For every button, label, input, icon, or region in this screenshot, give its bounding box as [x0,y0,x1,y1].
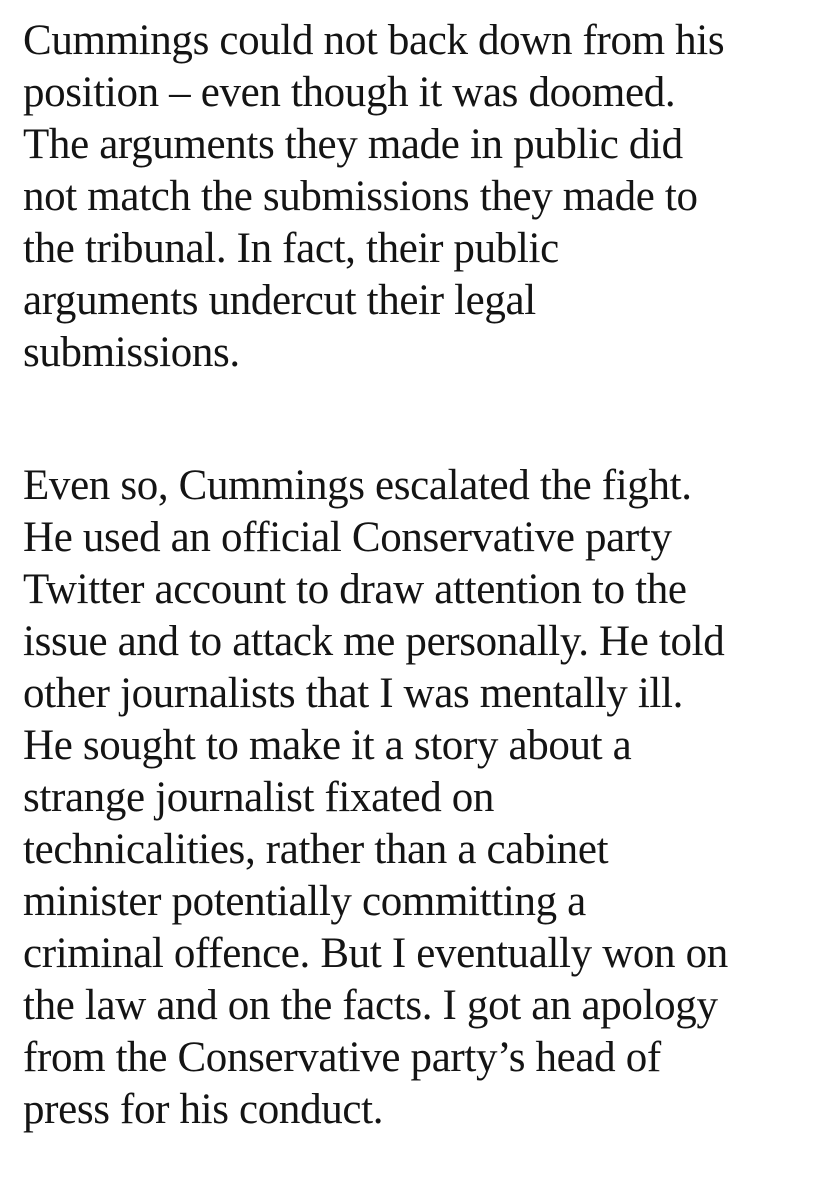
text-line: from the Conservative party’s head of [23,1034,661,1081]
text-line: the tribunal. In fact, their public [23,225,559,272]
text-line: position – even though it was doomed. [23,69,676,116]
paragraph-2 [23,460,728,1136]
text-line: press for his conduct. [23,1086,384,1133]
text-line: minister potentially committing a [23,878,586,925]
text-line: not match the submissions they made to [23,173,698,220]
text-line: strange journalist fixated on [23,774,495,821]
text-line: Cummings could not back down from his [23,17,725,64]
text-line: Even so, Cummings escalated the fight. [23,462,692,509]
text-line: criminal offence. But I eventually won on [23,930,728,977]
text-line: technicalities, rather than a cabinet [23,826,609,873]
text-line: He used an official Conservative party [23,514,672,561]
text-line: The arguments they made in public did [23,121,683,168]
text-line: other journalists that I was mentally ill. [23,670,684,717]
text-line: Twitter account to draw attention to the [23,566,687,613]
paragraph-1 [23,15,724,379]
text-line: arguments undercut their legal [23,277,536,324]
text-line: the law and on the facts. I got an apology [23,982,718,1029]
text-line: He sought to make it a story about a [23,722,632,769]
text-line: submissions. [23,329,240,376]
text-line: issue and to attack me personally. He told [23,618,725,665]
